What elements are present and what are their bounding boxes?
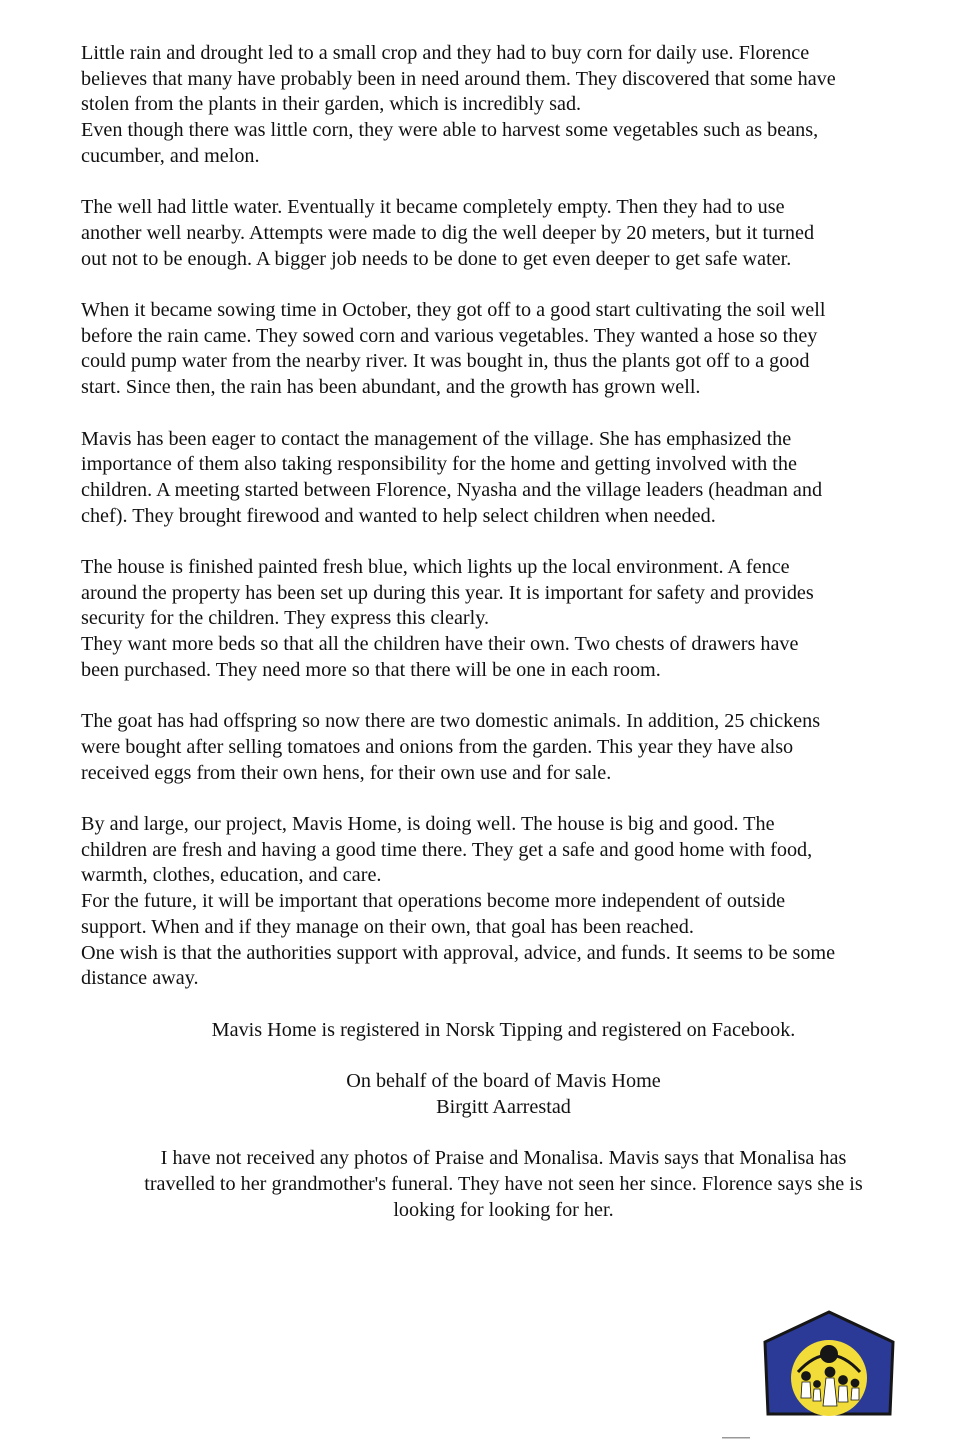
paragraph-village: [81, 427, 926, 530]
signature-block: [81, 1069, 926, 1120]
scan-mark-icon: [722, 1436, 750, 1440]
text-line: I have not received any photos of Praise and Monalisa. Mavis says that Monalisa has: [160, 1147, 847, 1170]
text-line: warmth, clothes, education, and care.: [81, 864, 382, 887]
text-line: before the rain came. They sowed corn and various vegetables. They wanted a hose so they: [81, 324, 818, 347]
text-line: The goat has had offspring so now there are two domestic animals. In addition, 25 chickens: [81, 710, 821, 733]
paragraph-harvest: [81, 41, 926, 170]
registration-note: [81, 1018, 926, 1044]
text-line: Mavis has been eager to contact the management of the village. She has emphasized the: [81, 427, 792, 450]
mavis-home-logo-icon: [762, 1310, 896, 1418]
text-line: been purchased. They need more so that there will be one in each room.: [81, 658, 661, 681]
text-line: distance away.: [81, 967, 199, 990]
text-line: looking for looking for her.: [393, 1198, 614, 1221]
text-line: cucumber, and melon.: [81, 144, 260, 167]
text-line: The well had little water. Eventually it became completely empty. Then they had to use: [81, 196, 785, 219]
text-line: security for the children. They express this clearly.: [81, 607, 490, 630]
text-line: around the property has been set up during this year. It is important for safety and provides: [81, 581, 814, 604]
text-line: received eggs from their own hens, for their own use and for sale.: [81, 761, 612, 784]
text-line: another well nearby. Attempts were made to dig the well deeper by 20 meters, but it turned: [81, 221, 815, 244]
signature-name: Birgitt Aarrestad: [436, 1095, 571, 1118]
text-line: stolen from the plants in their garden, which is incredibly sad.: [81, 93, 582, 116]
registration-text: Mavis Home is registered in Norsk Tipping and registered on Facebook.: [211, 1018, 796, 1041]
text-line: They want more beds so that all the children have their own. Two chests of drawers have: [81, 633, 799, 656]
text-line: The house is finished painted fresh blue, which lights up the local environment. A fence: [81, 556, 790, 578]
photos-note: [81, 1146, 926, 1223]
text-line: By and large, our project, Mavis Home, is doing well. The house is big and good. The: [81, 813, 775, 835]
text-line: believes that many have probably been in need around them. They discovered that some have: [81, 67, 836, 90]
text-line: Little rain and drought led to a small crop and they had to buy corn for daily use. Florence: [81, 42, 810, 64]
text-line: support. When and if they manage on their own, that goal has been reached.: [81, 915, 694, 938]
text-line: travelled to her grandmother's funeral. They have not seen her since. Florence says she is: [144, 1172, 863, 1195]
text-line: were bought after selling tomatoes and onions from the garden. This year they have also: [81, 735, 794, 758]
text-line: start. Since then, the rain has been abundant, and the growth has grown well.: [81, 376, 701, 399]
text-line: For the future, it will be important that operations become more independent of outside: [81, 890, 786, 913]
paragraph-well: [81, 195, 926, 272]
signature-line: On behalf of the board of Mavis Home: [346, 1070, 661, 1092]
text-line: could pump water from the nearby river. It was bought in, thus the plants got off to a good: [81, 350, 810, 373]
text-line: children are fresh and having a good time there. They get a safe and good home with food,: [81, 838, 813, 861]
paragraph-sowing: [81, 298, 926, 401]
text-line: When it became sowing time in October, they got off to a good start cultivating the soil well: [81, 299, 826, 321]
paragraph-animals: [81, 709, 926, 786]
paragraph-house: [81, 555, 926, 684]
text-line: importance of them also taking responsibility for the home and getting involved with the: [81, 453, 797, 476]
document-page: [81, 41, 926, 1249]
paragraph-summary: [81, 812, 926, 992]
text-line: Even though there was little corn, they were able to harvest some vegetables such as beans,: [81, 119, 819, 142]
text-line: children. A meeting started between Florence, Nyasha and the village leaders (headman and: [81, 478, 823, 501]
text-line: One wish is that the authorities support with approval, advice, and funds. It seems to be some: [81, 941, 836, 964]
text-line: out not to be enough. A bigger job needs to be done to get even deeper to get safe water.: [81, 247, 792, 270]
text-line: chef). They brought firewood and wanted to help select children when needed.: [81, 504, 716, 527]
